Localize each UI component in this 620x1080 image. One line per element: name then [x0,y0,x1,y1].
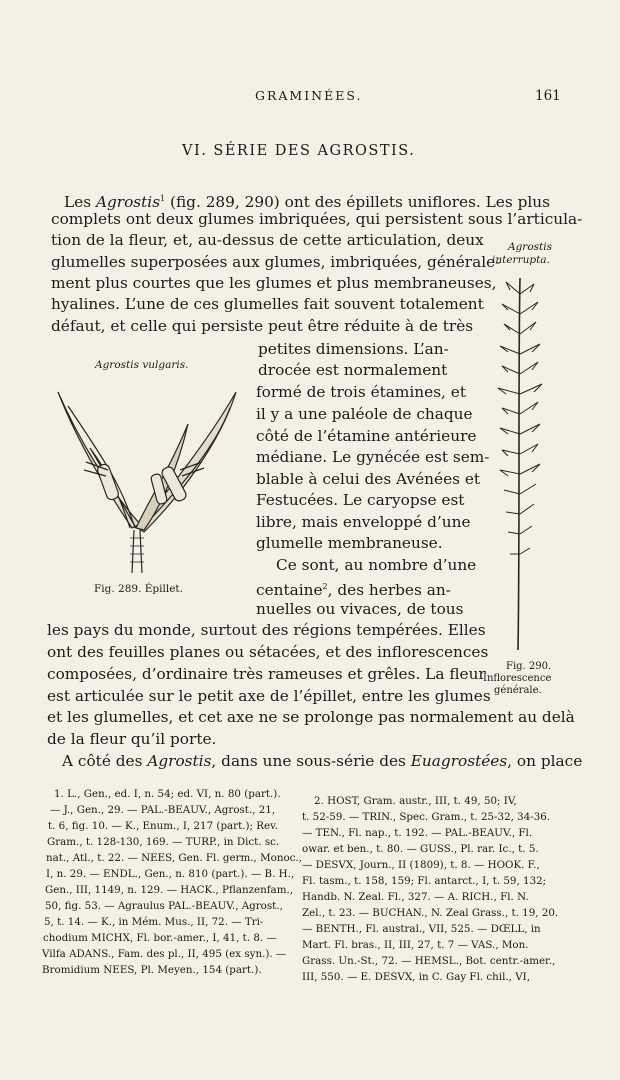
fig290-title-line1: Agrostis [508,241,552,253]
body-line: composées, d’ordinaire très rameuses et grêles. La fleur [47,665,486,683]
body-line: nuelles ou vivaces, de tous [256,600,464,618]
body-line: petites dimensions. L’an- [258,340,449,358]
section-title: VI. SÉRIE DES AGROSTIS. [182,143,416,159]
body-line: est articulée sur le petit axe de l’épillet, entre les glumes [47,687,491,705]
footnote-line: — BENTH., Fl. austral., VII, 525. — DŒLL, in [302,923,541,935]
body-line: formé de trois étamines, et [256,383,466,401]
footnote-line: t. 52-59. — TRIN., Spec. Gram., t. 25-32, 34-36. [302,811,551,823]
body-line: ment plus courtes que les glumes et plus membraneuses, [51,274,497,292]
footnote-line: owar. et ben., t. 80. — GUSS., Pl. rar. Ic., t. 5. [302,843,539,855]
footnote-line: Zel., t. 23. — BUCHAN., N. Zeal Grass., t. 19, 20. [302,907,559,919]
body-line: glumelles superposées aux glumes, imbriquées, générale- [51,253,501,271]
body-line: Les Agrostis$^1$ (fig. 289, 290) ont des épillets uniflores. Les plus [64,193,550,212]
footnote-line: Grass. Un.-St., 72. — HEMSL., Bot. centr.-amer., [302,955,556,967]
footnote-line: Fl. tasm., t. 158, 159; Fl. antarct., I, t. 59, 132; [302,875,547,887]
body-line: centaine$^2$, des herbes an- [256,581,451,600]
footnote-line: Handb. N. Zeal. Fl., 327. — A. RICH., Fl. N. [302,891,529,903]
body-line: et les glumelles, et cet axe ne se prolonge pas normalement au delà [47,708,575,726]
body-line: médiane. Le gynécée est sem- [256,448,490,466]
body-line: drocée est normalement [258,361,448,379]
footnote-line: 5, t. 14. — K., in Mém. Mus., II, 72. — Tri- [44,916,264,928]
fig289-title: Agrostis vulgaris. [95,359,189,371]
body-line: côté de l’étamine antérieure [256,427,477,445]
fig290-title-line2: interrupta. [492,254,550,266]
fig290-caption-line3: générale. [494,685,542,696]
footnote-line: 2. HOST, Gram. austr., III, t. 49, 50; IV, [314,795,517,807]
footnote-line: Gen., III, 1149, n. 129. — HACK., Pflanzenfam., [45,884,294,896]
body-line: Festucées. Le caryopse est [256,491,465,509]
running-title: GRAMINÉES. [255,88,363,103]
fig290-caption-line1: Fig. 290. [506,661,552,672]
body-line: les pays du monde, surtout des régions tempérées. Elles [47,621,486,639]
body-line: A côté des Agrostis, dans une sous-série des Euagrostées, on place [62,752,583,770]
footnote-line: 50, fig. 53. — Agraulus PAL.-BEAUV., Agrost., [45,900,283,912]
fig290-inflorescence-illustration [490,274,550,654]
footnote-line: III, 550. — E. DESVX, in C. Gay Fl. chil., VI, [302,971,530,983]
body-line: ont des feuilles planes ou sétacées, et des inflorescences [47,643,489,661]
body-line: complets ont deux glumes imbriquées, qui persistent sous l’articula- [51,210,583,228]
footnote-line: — DESVX, Journ., II (1809), t. 8. — HOOK. F., [302,859,540,871]
fig289-caption: Fig. 289. Épillet. [94,583,183,595]
fig289-spikelet-illustration [50,378,245,583]
body-line: blable à celui des Avénées et [256,470,481,488]
body-line: tion de la fleur, et, au-dessus de cette articulation, deux [51,231,484,249]
body-line: de la fleur qu’il porte. [47,730,217,748]
footnote-line: chodium MICHX, Fl. bor.-amer., I, 41, t. 8. — [43,932,277,944]
footnote-line: — TEN., Fl. nap., t. 192. — PAL.-BEAUV., Fl. [302,827,533,839]
body-line: Ce sont, au nombre d’une [276,556,477,574]
page-header [0,88,620,108]
body-line: libre, mais enveloppé d’une [256,513,471,531]
footnote-line: Mart. Fl. bras., II, III, 27, t. 7 — VAS., Mon. [302,939,529,951]
footnote-line: t. 6, fig. 10. — K., Enum., I, 217 (part.); Rev. [48,820,278,832]
body-line: défaut, et celle qui persiste peut être réduite à de très [51,317,474,335]
page-number: 161 [535,88,561,104]
footnote-line: 1. L., Gen., ed. I, n. 54; ed. VI, n. 80 (part.). [54,788,281,800]
footnote-line: I, n. 29. — ENDL., Gen., n. 810 (part.). — B. H., [46,868,295,880]
footnote-line: nat., Atl., t. 22. — NEES, Gen. Fl. germ., Monoc., [46,852,302,864]
body-line: il y a une paléole de chaque [256,405,473,423]
footnote-line: Bromidium NEES, Pl. Meyen., 154 (part.). [42,964,262,976]
footnote-line: — J., Gen., 29. — PAL.-BEAUV., Agrost., 21, [50,804,276,816]
fig290-caption-line2: Inflorescence [483,673,552,684]
body-line: hyalines. L’une de ces glumelles fait souvent totalement [51,295,484,313]
body-line: glumelle membraneuse. [256,534,443,552]
footnote-line: Vilfa ADANS., Fam. des pl., II, 495 (ex syn.). — [42,948,287,960]
footnote-line: Gram., t. 128-130, 169. — TURP., in Dict. sc. [47,836,280,848]
